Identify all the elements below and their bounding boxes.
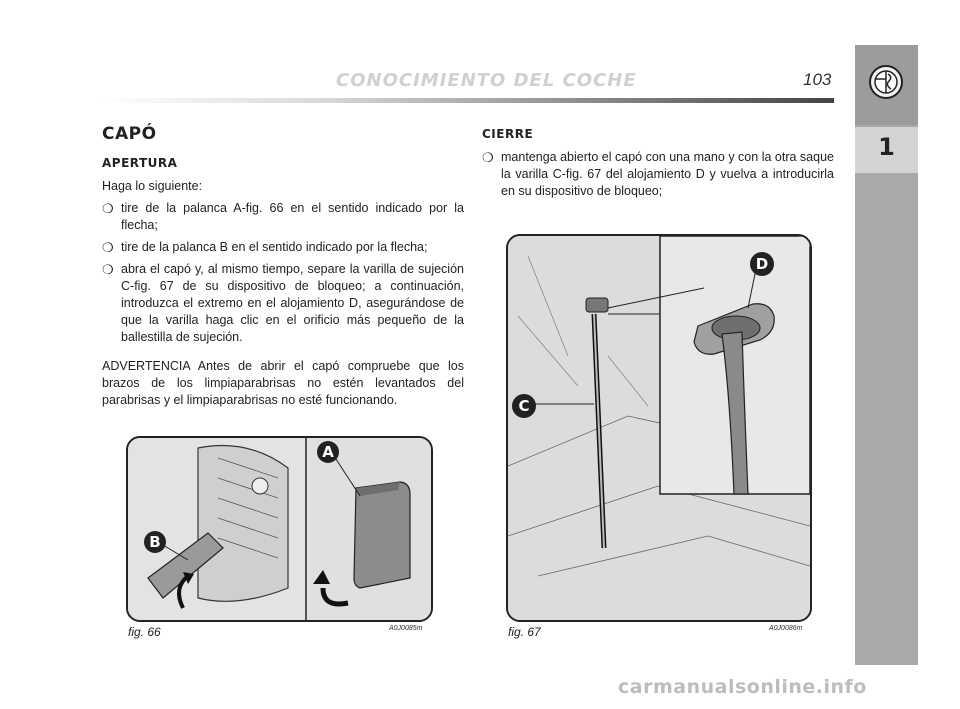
heading-apertura: APERTURA [102, 156, 178, 170]
heading-cierre: CIERRE [482, 127, 534, 141]
cierre-steps [482, 149, 834, 200]
apertura-steps [102, 200, 464, 346]
right-column [482, 126, 834, 205]
figure-66-caption: fig. 66 [128, 625, 161, 639]
chapter-number: 1 [878, 133, 895, 161]
list-item: ❍ abra el capó y, al mismo tiempo, separe la varilla de sujeción C-fig. 67 de su dispositivo de bloqueo; a continuación, introduzca el extremo en el alojamiento D, asegurándose de que la varilla haga clic en el orificio más pequeño de la ballestilla de sujeción. [102, 262, 464, 344]
callout-a-label: A [322, 443, 334, 461]
warning-text: ADVERTENCIA Antes de abrir el capó compruebe que los brazos de los limpiaparabrisas no estén levantados del parabrisas y el limpiaparabrisas no esté funcionando. [102, 359, 464, 407]
callout-d-label: D [755, 255, 769, 273]
intro-text: Haga lo siguiente: [102, 179, 203, 193]
figure-67 [506, 234, 812, 622]
list-item: ❍ tire de la palanca B en el sentido indicado por la flecha; [102, 240, 428, 255]
figure-66 [126, 436, 433, 622]
callout-c-label: C [518, 397, 530, 415]
alfa-romeo-badge-icon [869, 65, 903, 99]
left-column [102, 126, 464, 409]
logo-box [855, 45, 918, 125]
heading-capo: CAPÓ [102, 124, 157, 144]
figure-66-illustration [128, 438, 431, 620]
bullet-icon: ❍ [102, 240, 114, 255]
figure-67-code: A0J0086m [769, 625, 803, 632]
page-number: 103 [803, 70, 832, 89]
header-rule [100, 98, 834, 103]
list-item: ❍ tire de la palanca A-fig. 66 en el sentido indicado por la flecha; [102, 201, 464, 232]
bullet-icon: ❍ [102, 262, 114, 277]
list-item: ❍ mantenga abierto el capó con una mano y con la otra saque la varilla C-fig. 67 del alojamiento D y vuelva a introducirla en su dispositivo de bloqueo; [482, 150, 834, 198]
figure-66-code: A0J0085m [389, 625, 423, 632]
bullet-icon: ❍ [482, 150, 494, 165]
watermark: carmanualsonline.info [618, 676, 867, 698]
figure-67-illustration [508, 236, 810, 620]
callout-b-label: B [149, 533, 161, 551]
chapter-side-tab [855, 45, 918, 665]
bullet-icon: ❍ [102, 201, 114, 216]
figure-67-caption: fig. 67 [508, 625, 541, 639]
section-title: CONOCIMIENTO DEL COCHE [336, 70, 637, 91]
